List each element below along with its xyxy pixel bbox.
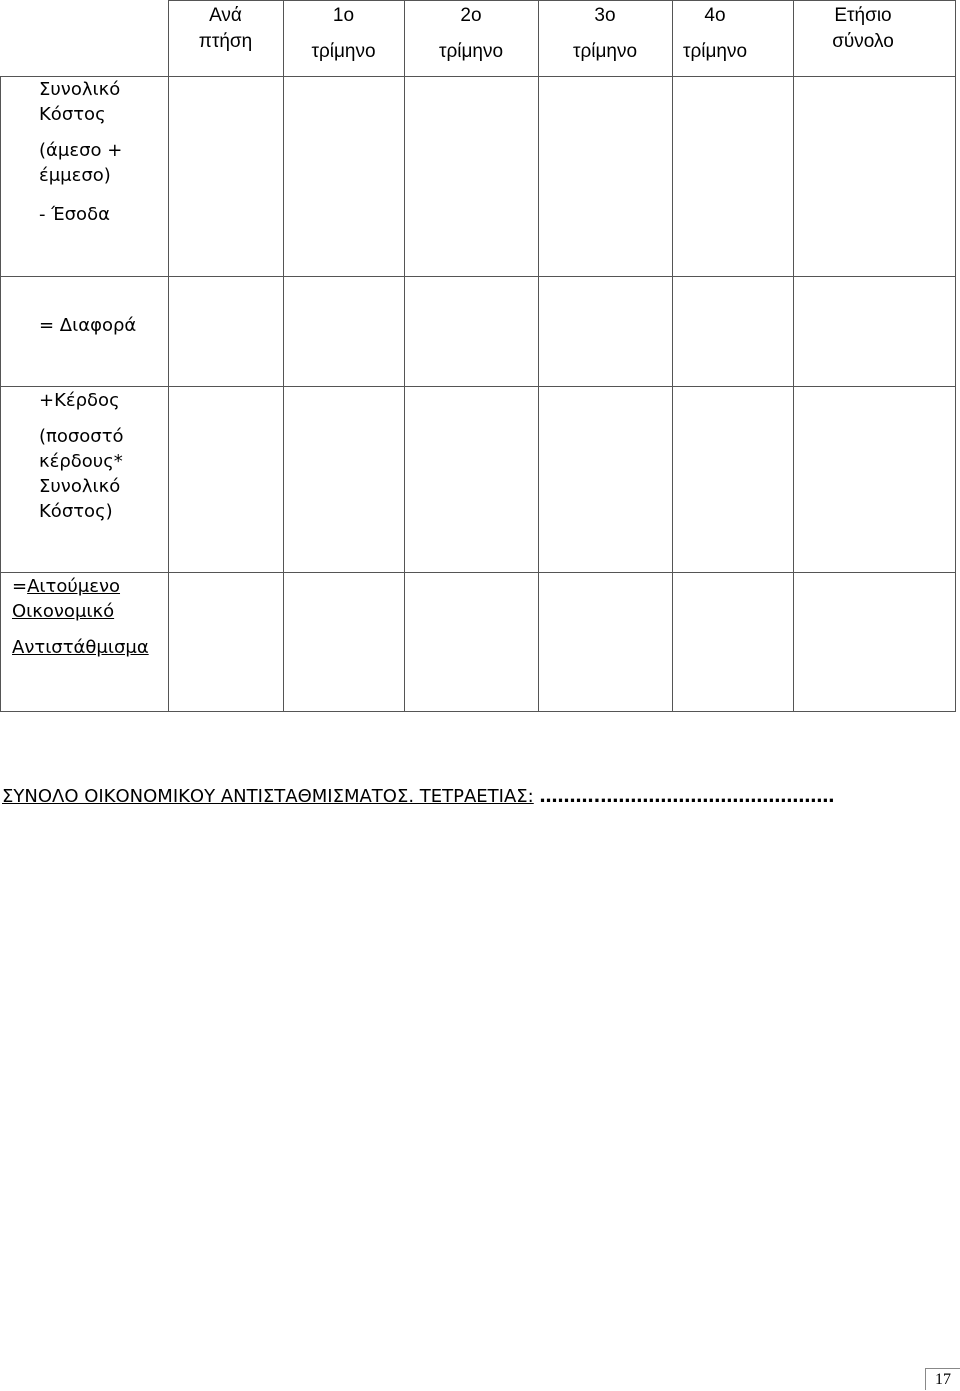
header-line: 1ο xyxy=(332,5,355,26)
header-line: τρίμηνο xyxy=(682,41,748,62)
header-line: σύνολο xyxy=(832,31,894,52)
header-q1 xyxy=(283,4,404,64)
row-label-revenue xyxy=(39,202,110,227)
row-label-total-cost xyxy=(39,77,122,188)
four-year-total-line xyxy=(2,786,834,807)
col-divider-1 xyxy=(168,0,169,712)
page-number: 17 xyxy=(925,1368,960,1390)
header-line: 4ο xyxy=(704,5,726,26)
header-q3 xyxy=(538,4,672,64)
row-label-requested-compensation xyxy=(12,574,149,660)
col-divider-3 xyxy=(404,0,405,712)
table-border-top xyxy=(168,0,956,1)
header-line: Ετήσιο xyxy=(834,5,892,26)
col-divider-5 xyxy=(672,0,673,712)
row-label-line: - Έσοδα xyxy=(39,204,110,225)
row-label-text: Αιτούμενο xyxy=(27,576,121,597)
row-label-difference xyxy=(39,313,136,338)
col-divider-4 xyxy=(538,0,539,712)
row-label-line: Συνολικό xyxy=(39,79,121,100)
header-per-flight xyxy=(168,4,283,54)
header-annual-total xyxy=(793,4,933,54)
table-border-right xyxy=(955,0,956,712)
row-label-line: (ποσοστό xyxy=(39,426,124,447)
table-border-left xyxy=(0,76,1,712)
row-divider-1 xyxy=(0,276,956,277)
row-label-line: =Αιτούμενο xyxy=(12,576,121,597)
header-q2 xyxy=(404,4,538,64)
row-label-line: +Κέρδος xyxy=(39,390,120,411)
header-line: πτήση xyxy=(198,31,253,52)
row-divider-2 xyxy=(0,386,956,387)
row-divider-3 xyxy=(0,572,956,573)
header-line: τρίμηνο xyxy=(572,41,638,62)
row-label-line: Αντιστάθμισμα xyxy=(12,637,149,658)
four-year-total-blank: ……….………………………………… xyxy=(539,786,835,807)
header-line: Ανά xyxy=(209,5,242,26)
row-label-line: Κόστος xyxy=(39,104,106,125)
col-divider-2 xyxy=(283,0,284,712)
header-q4 xyxy=(672,4,758,64)
table-border-bottom xyxy=(0,711,956,712)
header-line: τρίμηνο xyxy=(438,41,504,62)
header-line: 3ο xyxy=(594,5,616,26)
row-label-line: = Διαφορά xyxy=(39,315,137,336)
header-row-divider xyxy=(0,76,956,77)
row-label-line: (άμεσο + xyxy=(39,140,123,161)
row-label-line: κέρδους* xyxy=(39,451,123,472)
row-label-profit xyxy=(39,388,124,524)
col-divider-6 xyxy=(793,0,794,712)
row-label-line: Κόστος) xyxy=(39,501,113,522)
four-year-total-label: ΣΥΝΟΛΟ ΟΙΚΟΝΟΜΙΚΟΥ ΑΝΤΙΣΤΑΘΜΙΣΜΑΤΟΣ. ΤΕΤΡΑΕΤΙΑΣ: xyxy=(2,786,534,807)
row-label-line: Συνολικό xyxy=(39,476,121,497)
row-label-line: έμμεσο) xyxy=(39,165,111,186)
header-line: 2ο xyxy=(460,5,482,26)
header-line: τρίμηνο xyxy=(311,41,376,62)
row-label-line: Οικονομικό xyxy=(12,601,115,622)
